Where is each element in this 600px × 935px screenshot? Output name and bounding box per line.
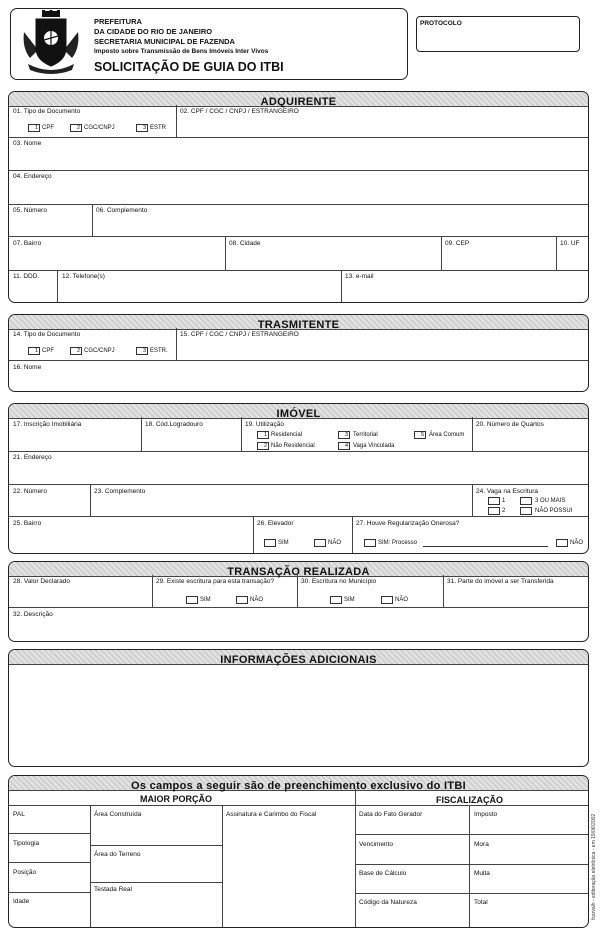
elevador-nao-label: NÃO [328,540,342,546]
side-footer-text: fcarvalh - editoração eletrônica - em 19/06/2002 [591,813,597,920]
uf-label: 10. UF [560,240,580,247]
multa-label: Multa [474,870,490,877]
trans-tipo-documento-label: 14. Tipo de Documento [13,331,81,338]
area-terreno-label: Área do Terreno [94,851,141,858]
util-area-comum-label: Área Comum [429,432,465,438]
trans-cpf-cgc-label: 15. CPF / CGC / CNPJ / ESTRANGEIRO [180,331,299,338]
utilizacao-label: 19. Utilização [245,421,285,428]
util-vaga-checkbox[interactable]: 4 [338,442,350,450]
cidade-label: 08. Cidade [229,240,261,247]
vaga-nao-possui-checkbox[interactable] [520,507,532,515]
numero-label: 05. Número [13,207,47,214]
vaga-3-checkbox[interactable] [520,497,532,505]
util-residencial-label: Residencial [271,432,303,438]
processo-input[interactable] [423,546,548,547]
adq-estr-checkbox[interactable]: 3 [136,124,148,132]
trans-cpf-label: CPF [42,348,54,354]
escritura-sim-label: SIM [200,597,211,603]
protocolo-label: PROTOCOLO [420,20,462,27]
elevador-label: 26. Elevador [257,520,294,527]
trans-cgc-label: CGC/CNPJ [84,348,115,354]
page-title: SOLICITAÇÃO DE GUIA DO ITBI [94,60,284,74]
assinatura-label: Assinatura e Carimbo do Fiscal [226,811,317,818]
trasmitente-title: TRASMITENTE [257,319,340,331]
maior-porcao-title: MAIOR PORÇÃO [140,794,212,804]
descricao-label: 32. Descrição [13,611,53,618]
trans-estr-label: ESTR. [150,348,168,354]
escritura-sim-checkbox[interactable] [186,596,198,604]
tipologia-label: Tipologia [13,840,40,847]
pal-label: PAL [13,811,25,818]
informacoes-title: INFORMAÇÕES ADICIONAIS [220,654,377,666]
vencimento-label: Vencimento [359,841,393,848]
endereco-label: 04. Endereço [13,173,52,180]
testada-real-label: Testada Real [94,886,132,893]
util-area-comum-checkbox[interactable]: 5 [414,431,426,439]
vaga-nao-possui-label: NÃO POSSUI [535,508,573,514]
idade-label: Idade [13,898,30,905]
util-nao-residencial-label: Não Residencial [271,443,315,449]
imovel-numero-label: 22. Número [13,488,47,495]
vaga-escritura-label: 24. Vaga na Escritura [476,488,539,495]
regularizacao-label: 27. Houve Regularização Onerosa? [356,520,460,527]
adq-cgc-checkbox[interactable]: 2 [70,124,82,132]
imovel-endereco-label: 21. Endereço [13,454,52,461]
cod-logradouro-label: 18. Cód.Logradouro [145,421,203,428]
vaga-2-checkbox[interactable] [488,507,500,515]
cpf-cgc-label: 02. CPF / CGC / CNPJ / ESTRANGEIRO [180,108,299,115]
imovel-complemento-label: 23. Complemento [94,488,146,495]
adquirente-title: ADQUIRENTE [260,96,337,108]
mora-label: Mora [474,841,489,848]
telefone-label: 12. Telefone(s) [62,273,105,280]
total-label: Total [474,899,488,906]
fiscalizacao-title: FISCALIZAÇÃO [436,795,503,805]
valor-declarado-label: 28. Valor Declarado [13,578,70,585]
parte-imovel-label: 31. Parte do imóvel a ser Transferida [447,578,554,585]
base-calculo-label: Base de Cálculo [359,870,407,877]
imovel-title: IMÓVEL [276,408,321,420]
header-line1: PREFEITURA [94,17,142,26]
elevador-sim-checkbox[interactable] [264,539,276,547]
util-residencial-checkbox[interactable]: 1 [257,431,269,439]
email-label: 13. e-mail [345,273,374,280]
vaga-1-checkbox[interactable] [488,497,500,505]
municipio-nao-label: NÃO [395,597,409,603]
area-construida-label: Área Construída [94,811,142,818]
util-nao-residencial-checkbox[interactable]: 2 [257,442,269,450]
elevador-nao-checkbox[interactable] [314,539,326,547]
header-line3: SECRETARIA MUNICIPAL DE FAZENDA [94,37,235,46]
data-fato-gerador-label: Data do Fato Gerador [359,811,423,818]
adq-cpf-checkbox[interactable]: 1 [28,124,40,132]
trans-cpf-checkbox[interactable]: 1 [28,347,40,355]
transacao-title: TRANSAÇÃO REALIZADA [227,566,370,578]
complemento-label: 06. Complemento [96,207,148,214]
adquirente-section [8,91,589,303]
vaga-3-mais-label: 3 OU MAIS [535,498,566,504]
trans-estr-checkbox[interactable]: 3 [136,347,148,355]
codigo-natureza-label: Código da Natureza [359,899,417,906]
cep-label: 09. CEP [445,240,470,247]
util-territorial-label: Territorial [353,432,378,438]
util-territorial-checkbox[interactable]: 3 [338,431,350,439]
adq-cgc-label: CGC/CNPJ [84,125,115,131]
inscricao-label: 17. Inscrição Imobiliária [13,421,82,428]
header-line4: Imposto sobre Transmissão de Bens Imóveis Inter Vivos [94,48,269,55]
escritura-nao-checkbox[interactable] [236,596,248,604]
bairro-label: 07. Bairro [13,240,42,247]
imposto-label: Imposto [474,811,498,818]
header-line2: DA CIDADE DO RIO DE JANEIRO [94,27,213,36]
regularizacao-nao-label: NÃO [570,540,584,546]
util-vaga-label: Vaga Vinculada [353,443,395,449]
escritura-nao-label: NÃO [250,597,264,603]
escritura-municipio-label: 30. Escritura no Município [301,578,377,585]
municipio-nao-checkbox[interactable] [381,596,393,604]
municipio-sim-checkbox[interactable] [330,596,342,604]
adq-estr-label: ESTR [150,125,167,131]
ddd-label: 11. DDD. [13,273,40,280]
transacao-section [8,561,589,642]
numero-quartos-label: 20. Número de Quartos [476,421,544,428]
vaga-1-label: 1 [502,498,506,504]
trans-cgc-checkbox[interactable]: 2 [70,347,82,355]
regularizacao-nao-checkbox[interactable] [556,539,568,547]
coat-of-arms-icon [20,10,82,74]
elevador-sim-label: SIM [278,540,289,546]
municipio-sim-label: SIM [344,597,355,603]
regularizacao-sim-label: SIM: Processo [378,540,418,546]
adq-cpf-label: CPF [42,125,54,131]
itbi-banner: Os campos a seguir são de preenchimento exclusivo do ITBI [131,780,466,792]
posicao-label: Posição [13,869,37,876]
nome-label: 03. Nome [13,140,42,147]
trans-nome-label: 16. Nome [13,364,42,371]
regularizacao-sim-checkbox[interactable] [364,539,376,547]
imovel-bairro-label: 25. Bairro [13,520,42,527]
existe-escritura-label: 29. Existe escritura para esta transação? [156,578,275,585]
vaga-2-label: 2 [502,508,506,514]
informacoes-section[interactable] [8,649,589,767]
tipo-documento-label: 01. Tipo de Documento [13,108,81,115]
